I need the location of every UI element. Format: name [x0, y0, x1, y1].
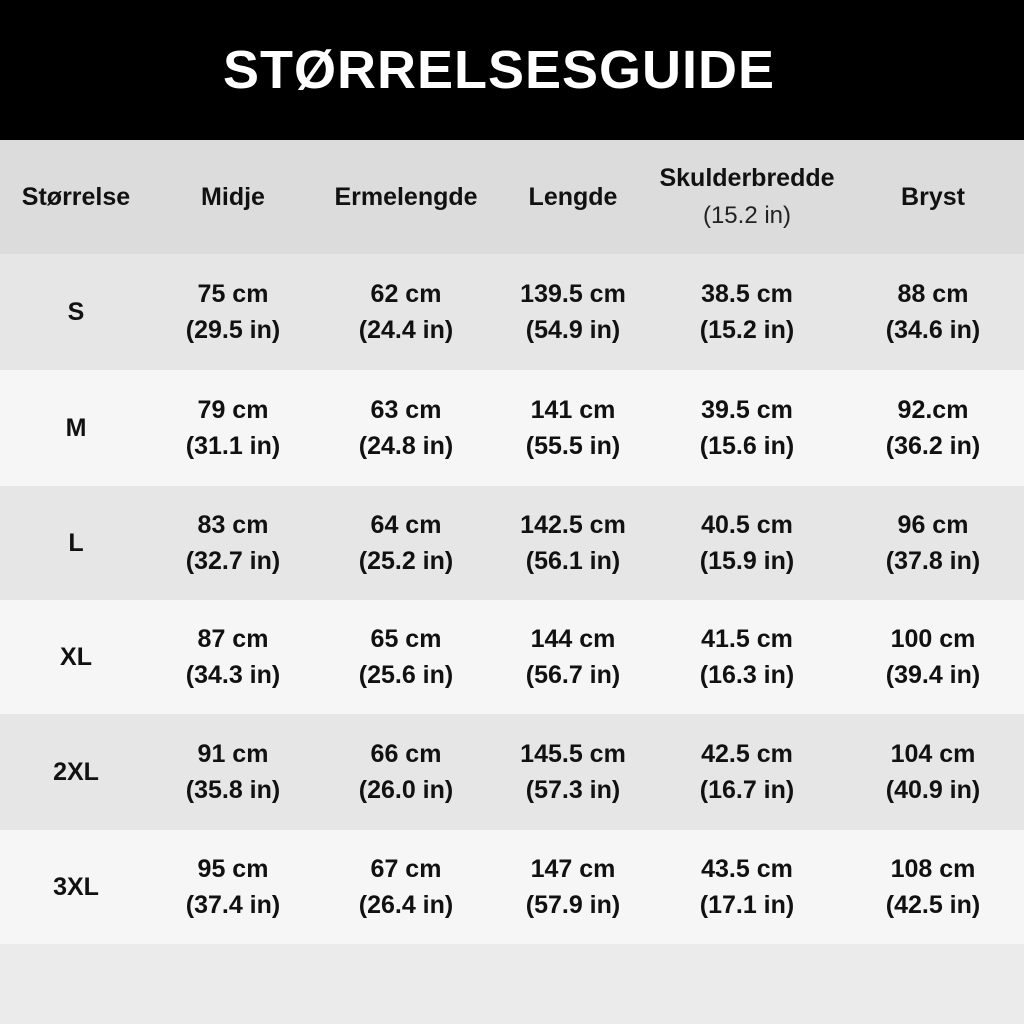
measurement-cell: [842, 600, 1024, 714]
inch-value: (54.9 in): [525, 316, 621, 344]
size-cell: S: [67, 297, 85, 326]
measurement-cell: [842, 830, 1024, 944]
header-size: [0, 140, 152, 254]
measurement-cell: [324, 600, 488, 714]
inch-value: (15.6 in): [699, 432, 795, 460]
measurement-cell: [152, 486, 314, 600]
header-length: [494, 140, 652, 254]
cm-value: 144 cm: [530, 625, 616, 653]
inch-value: (31.1 in): [185, 432, 281, 460]
header-shoulder-width: [652, 140, 842, 254]
inch-value: (34.6 in): [885, 316, 981, 344]
measurement-cell: [494, 600, 652, 714]
table-header-row: [0, 140, 1024, 254]
header-label: Midje: [201, 183, 265, 211]
inch-value: (26.4 in): [358, 891, 454, 919]
table-row: [0, 830, 1024, 944]
cm-value: 142.5 cm: [520, 511, 626, 539]
inch-value: (25.2 in): [358, 547, 454, 575]
size-cell: L: [68, 528, 84, 557]
measurement-cell: [152, 714, 314, 830]
inch-value: (40.9 in): [885, 776, 981, 804]
cm-value: 145.5 cm: [520, 740, 626, 768]
cm-value: 40.5 cm: [701, 511, 793, 539]
measurement-cell: [494, 714, 652, 830]
cm-value: 79 cm: [197, 396, 269, 424]
inch-value: (16.7 in): [699, 776, 795, 804]
header-label: Lengde: [528, 183, 618, 211]
inch-value: (32.7 in): [185, 547, 281, 575]
measurement-cell: [324, 254, 488, 370]
cm-value: 108 cm: [890, 855, 976, 883]
title-bar: [0, 0, 1024, 140]
page-title: STØRRELSESGUIDE: [222, 40, 776, 100]
inch-value: (29.5 in): [185, 316, 281, 344]
measurement-cell: [494, 486, 652, 600]
cm-value: 141 cm: [530, 396, 616, 424]
header-sublabel: (15.2 in): [702, 202, 792, 229]
cm-value: 65 cm: [370, 625, 442, 653]
inch-value: (25.6 in): [358, 661, 454, 689]
header-waist: [152, 140, 314, 254]
inch-value: (17.1 in): [699, 891, 795, 919]
table-row: [0, 600, 1024, 714]
cm-value: 92.cm: [897, 396, 969, 424]
inch-value: (57.9 in): [525, 891, 621, 919]
measurement-cell: [652, 254, 842, 370]
measurement-cell: [652, 370, 842, 486]
measurement-cell: [652, 600, 842, 714]
table-row: [0, 254, 1024, 370]
size-cell: 2XL: [53, 757, 99, 786]
inch-value: (56.7 in): [525, 661, 621, 689]
inch-value: (35.8 in): [185, 776, 281, 804]
size-cell: 3XL: [53, 872, 99, 901]
inch-value: (15.9 in): [699, 547, 795, 575]
measurement-cell: [324, 830, 488, 944]
cm-value: 41.5 cm: [701, 625, 793, 653]
measurement-cell: [152, 830, 314, 944]
inch-value: (55.5 in): [525, 432, 621, 460]
size-cell: M: [65, 413, 87, 442]
measurement-cell: [324, 486, 488, 600]
cm-value: 87 cm: [197, 625, 269, 653]
cm-value: 39.5 cm: [701, 396, 793, 424]
inch-value: (42.5 in): [885, 891, 981, 919]
inch-value: (24.4 in): [358, 316, 454, 344]
header-label: Bryst: [901, 183, 965, 211]
measurement-cell: [842, 714, 1024, 830]
measurement-cell: [152, 370, 314, 486]
cm-value: 88 cm: [897, 280, 969, 308]
inch-value: (15.2 in): [699, 316, 795, 344]
cm-value: 38.5 cm: [701, 280, 793, 308]
measurement-cell: [324, 370, 488, 486]
measurement-cell: [652, 830, 842, 944]
cm-value: 139.5 cm: [520, 280, 626, 308]
cm-value: 66 cm: [370, 740, 442, 768]
measurement-cell: [494, 830, 652, 944]
measurement-cell: [842, 254, 1024, 370]
measurement-cell: [652, 714, 842, 830]
cm-value: 83 cm: [197, 511, 269, 539]
cm-value: 100 cm: [890, 625, 976, 653]
inch-value: (37.4 in): [185, 891, 281, 919]
inch-value: (56.1 in): [525, 547, 621, 575]
measurement-cell: [152, 600, 314, 714]
table-row: [0, 370, 1024, 486]
table-row: [0, 486, 1024, 600]
measurement-cell: [494, 254, 652, 370]
inch-value: (37.8 in): [885, 547, 981, 575]
measurement-cell: [324, 714, 488, 830]
header-chest: [842, 140, 1024, 254]
cm-value: 64 cm: [370, 511, 442, 539]
inch-value: (16.3 in): [699, 661, 795, 689]
inch-value: (26.0 in): [358, 776, 454, 804]
inch-value: (57.3 in): [525, 776, 621, 804]
measurement-cell: [842, 370, 1024, 486]
header-sleeve-length: [324, 140, 488, 254]
header-label: Størrelse: [21, 183, 131, 211]
header-label: Skulderbredde: [659, 164, 835, 192]
bottom-band: [0, 944, 1024, 1024]
cm-value: 147 cm: [530, 855, 616, 883]
cm-value: 75 cm: [197, 280, 269, 308]
measurement-cell: [152, 254, 314, 370]
cm-value: 42.5 cm: [701, 740, 793, 768]
cm-value: 43.5 cm: [701, 855, 793, 883]
inch-value: (24.8 in): [358, 432, 454, 460]
inch-value: (34.3 in): [185, 661, 281, 689]
table-row: [0, 714, 1024, 830]
measurement-cell: [842, 486, 1024, 600]
inch-value: (39.4 in): [885, 661, 981, 689]
inch-value: (36.2 in): [885, 432, 981, 460]
cm-value: 67 cm: [370, 855, 442, 883]
cm-value: 91 cm: [197, 740, 269, 768]
cm-value: 62 cm: [370, 280, 442, 308]
measurement-cell: [652, 486, 842, 600]
measurement-cell: [494, 370, 652, 486]
cm-value: 95 cm: [197, 855, 269, 883]
cm-value: 104 cm: [890, 740, 976, 768]
cm-value: 96 cm: [897, 511, 969, 539]
cm-value: 63 cm: [370, 396, 442, 424]
header-label: Ermelengde: [334, 183, 478, 211]
size-cell: XL: [60, 642, 92, 671]
